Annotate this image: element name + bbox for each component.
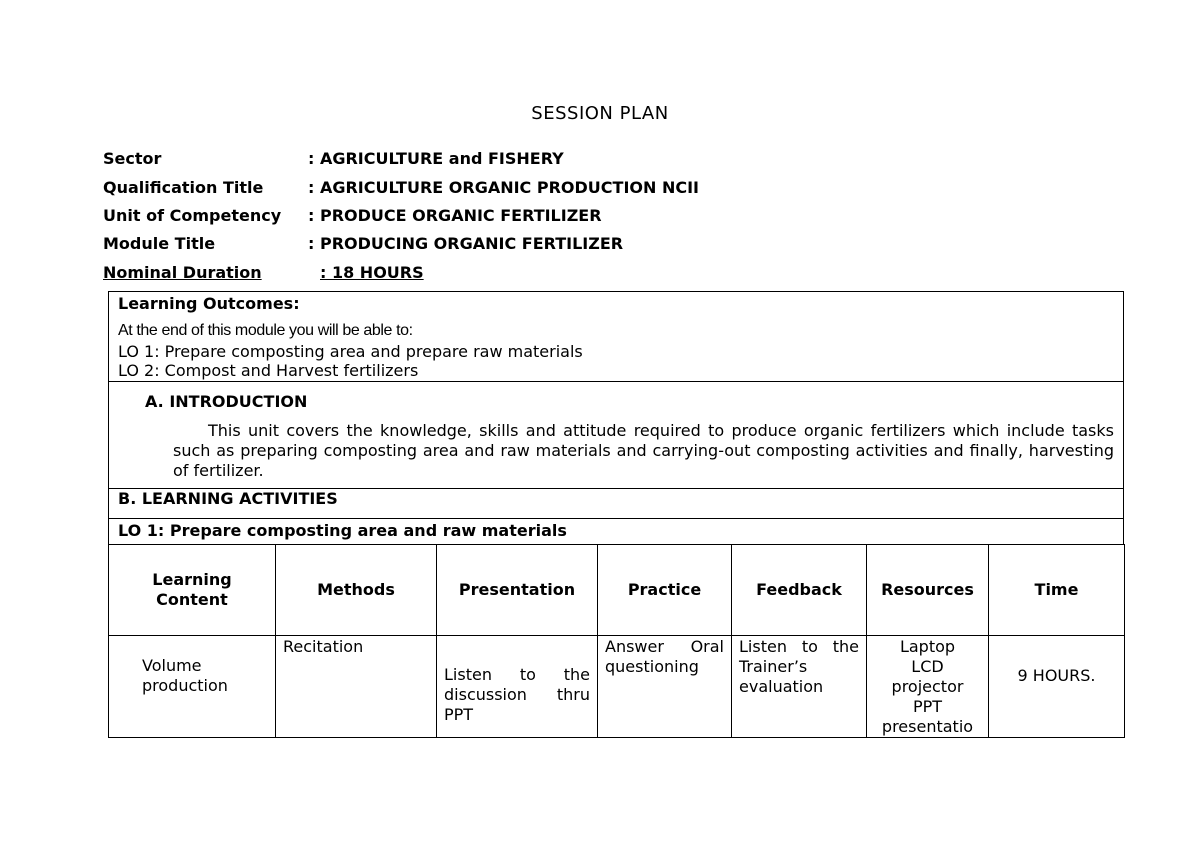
learning-outcomes-intro: At the end of this module you will be able to: — [118, 322, 413, 339]
resource-item: Laptop — [899, 637, 956, 656]
activities-table — [108, 544, 1125, 738]
learning-outcome-2: LO 2: Compost and Harvest fertilizers — [118, 361, 419, 380]
header-presentation: Presentation — [437, 545, 598, 636]
cell-practice: Answer Oral questioning — [598, 636, 732, 738]
meta-label: Nominal Duration — [103, 263, 262, 282]
meta-label: Unit of Competency — [103, 206, 282, 225]
header-methods: Methods — [276, 545, 437, 636]
document-title: SESSION PLAN — [531, 103, 669, 124]
meta-label: Module Title — [103, 234, 216, 253]
resource-item: LCD projector — [891, 657, 964, 696]
introduction-body: This unit covers the knowledge, skills and attitude required to produce organic fertilizers which include tasks such as preparing composting area and raw materials and carrying-out composting activities and finally, harvesting of fertilizer. — [173, 421, 1114, 480]
header-learning-content: Learning Content — [109, 545, 276, 636]
meta-label: Qualification Title — [103, 178, 264, 197]
cell-time: 9 HOURS. — [989, 636, 1125, 738]
meta-value: : 18 HOURS — [320, 263, 424, 282]
cell-content: Volume production — [109, 636, 276, 738]
meta-value: : AGRICULTURE ORGANIC PRODUCTION NCII — [308, 178, 699, 197]
learning-activities-heading: B. LEARNING ACTIVITIES — [118, 489, 338, 508]
learning-outcome-1: LO 1: Prepare composting area and prepare raw materials — [118, 342, 583, 361]
header-feedback: Feedback — [732, 545, 867, 636]
cell-methods: Recitation — [276, 636, 437, 738]
meta-label: Sector — [103, 149, 162, 168]
introduction-heading: A. INTRODUCTION — [145, 392, 308, 411]
header-time: Time — [989, 545, 1125, 636]
learning-outcomes-heading: Learning Outcomes: — [118, 294, 300, 313]
divider — [108, 381, 1124, 382]
cell-presentation: Listen to the discussion thru PPT — [437, 636, 598, 738]
cell-feedback: Listen to the Trainer’s evaluation — [732, 636, 867, 738]
meta-value: : PRODUCING ORGANIC FERTILIZER — [308, 234, 624, 253]
lo1-heading: LO 1: Prepare composting area and raw materials — [118, 521, 567, 540]
meta-value: : PRODUCE ORGANIC FERTILIZER — [308, 206, 602, 225]
resource-item: PPT presentatio — [881, 697, 974, 736]
cell-resources — [867, 636, 989, 738]
table-row — [109, 636, 1125, 738]
meta-value: : AGRICULTURE and FISHERY — [308, 149, 564, 168]
header-practice: Practice — [598, 545, 732, 636]
header-resources: Resources — [867, 545, 989, 636]
table-header-row — [109, 545, 1125, 636]
divider — [108, 518, 1124, 519]
